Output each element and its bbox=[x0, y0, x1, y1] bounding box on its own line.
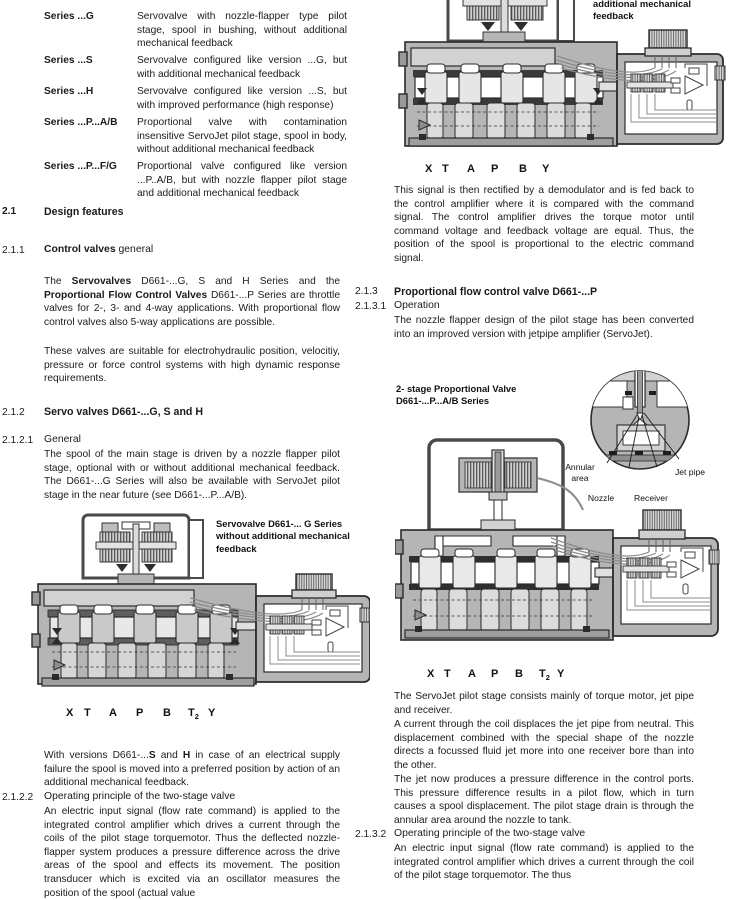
port-label-y: Y bbox=[557, 668, 565, 680]
port-label-t2: $T_2$ bbox=[188, 707, 199, 721]
port-label-t: T bbox=[444, 668, 451, 680]
section-title-operation: Operation bbox=[394, 300, 440, 311]
p1-e: D661-...P Series are throttle valves for 2-, 3- and 4-way applications. With proportional flow control valves also 5-way applications are possible. bbox=[44, 289, 340, 328]
port-label-p: P bbox=[491, 163, 499, 175]
torquemotor-coil-left bbox=[465, 462, 491, 488]
callout-nozzle: Nozzle bbox=[587, 493, 615, 503]
section-number-general: 2.1.2.1 bbox=[2, 435, 34, 446]
series-value: Proportional valve configured like version ...P..A/B, but with nozzle flapper pilot stage and additional mechanical feedback bbox=[137, 161, 347, 200]
section-number-operating-principle-2: 2.1.3.2 bbox=[355, 829, 387, 840]
annular-area bbox=[623, 397, 633, 409]
series-value: Servovalve configured like version ...G, but with additional mechanical feedback bbox=[137, 55, 347, 80]
control-valves-bold: Control valves bbox=[44, 244, 116, 255]
series-key: Series ...G bbox=[44, 11, 94, 22]
pa-c: in case of an electrical supply failure the spool is moved into a preferred position by action of an additional mechanical feedback. bbox=[44, 750, 340, 789]
right-column bbox=[355, 0, 729, 888]
paragraph-demodulator: This signal is then rectified by a demodulator and is fed back to the control amplifier where it is compared with the command signal. The control amplifier drives the torque motor until command voltage and feedback voltage are equal. Thus, the position of the spool is proportional to the electric command signal. bbox=[394, 185, 694, 264]
series-key: Series ...H bbox=[44, 86, 94, 97]
electrical-connector bbox=[296, 574, 332, 590]
port-label-x: X bbox=[425, 163, 433, 175]
paragraph-servojet-1: The ServoJet pilot stage consists mainly of torque motor, jet pipe and receiver. bbox=[394, 691, 694, 716]
p1-a: The bbox=[44, 276, 72, 287]
paragraph-after-figure bbox=[44, 749, 340, 790]
port-label-p: P bbox=[136, 707, 144, 719]
section-title-design-features: Design features bbox=[44, 206, 124, 218]
paragraph-servojet-3: The jet now produces a pressure difference in the control ports. This pressure difference results in a pilot flow, which in turn causes a spool displacement. The pilot stage drain is through the annular area around the nozzle to tank. bbox=[394, 774, 694, 826]
port-label-b: B bbox=[519, 163, 527, 175]
pa-s: S bbox=[148, 750, 156, 761]
series-key: Series ...P...F/G bbox=[44, 161, 117, 172]
section-number-servo-valves: 2.1.2 bbox=[2, 407, 25, 418]
series-row bbox=[44, 10, 347, 51]
caption-line-2: D661-...P...A/B Series bbox=[396, 395, 490, 407]
series-value: Servovalve configured like version ...S, but with improved performance (high response) bbox=[137, 86, 347, 111]
section-title-operating-principle: Operating principle of the two-stage valve bbox=[44, 791, 236, 802]
port-label-a: A bbox=[468, 668, 476, 680]
series-row bbox=[44, 116, 347, 157]
port-label-t2: $T_2$ bbox=[539, 668, 550, 682]
pa-b: and bbox=[155, 750, 183, 761]
annular-line2: area bbox=[571, 473, 589, 483]
annular-line1: Annular bbox=[565, 462, 595, 472]
series-key: Series ...S bbox=[44, 55, 93, 66]
series-key: Series ...P...A/B bbox=[44, 117, 118, 128]
electrical-connector bbox=[643, 510, 681, 530]
port-label-t: T bbox=[442, 163, 449, 175]
paragraph-operation: The nozzle flapper design of the pilot stage has been converted into an improved version with jetpipe amplifier (ServoJet). bbox=[394, 315, 694, 340]
series-row bbox=[44, 160, 347, 201]
paragraph-general: The spool of the main stage is driven by a nozzle flapper pilot stage, optional with or without additional mechanical feedback. The D661-...G Series will also be available with ServoJet pilot stage in the near future (see D661-...P...A/B). bbox=[44, 449, 340, 501]
pa-h: H bbox=[182, 750, 191, 761]
left-column bbox=[0, 0, 364, 899]
section-number-operating-principle: 2.1.2.2 bbox=[2, 792, 34, 803]
series-value: Servovalve with nozzle-flapper type pilot stage, spool in bushing, without additional mechanical feedback bbox=[137, 11, 347, 50]
p1-servovalves: Servovalves bbox=[71, 276, 132, 287]
servovalve-cross-section-diagram bbox=[30, 512, 370, 707]
port-label-x: X bbox=[66, 707, 74, 719]
port-label-a: A bbox=[109, 707, 117, 719]
proportional-valve-cross-section-diagram bbox=[395, 432, 725, 664]
callout-receiver: Receiver bbox=[634, 493, 668, 503]
p1-prop-flow: Proportional Flow Control Valves bbox=[44, 289, 208, 301]
servovalve-s-cross-section-diagram bbox=[397, 0, 727, 176]
flapper bbox=[133, 524, 139, 574]
figure-caption-servovalve: Servovalve D661-... G Series without additional mechanical feedback bbox=[216, 518, 350, 554]
servovalve-svg bbox=[30, 512, 370, 707]
port-label-y: Y bbox=[542, 163, 550, 175]
series-value: Proportional valve with contamination insensitive ServoJet pilot stage, spool in body, without additional mechanical feedback bbox=[137, 117, 347, 156]
figure-caption-top: additional mechanical feedback bbox=[593, 0, 691, 22]
torquemotor-coil-right bbox=[505, 462, 531, 488]
section-title-general: General bbox=[44, 434, 81, 445]
pa-a: With versions D661-... bbox=[44, 750, 149, 761]
section-title-prop-flow: Proportional flow control valve D661-...P bbox=[394, 286, 598, 298]
servovalve-s-svg bbox=[397, 0, 727, 176]
section-title-control-valves bbox=[44, 243, 153, 257]
caption-line-1: 2- stage Proportional Valve bbox=[396, 383, 517, 394]
paragraph-control-valves-1 bbox=[44, 275, 340, 329]
section-number-operation: 2.1.3.1 bbox=[355, 301, 387, 312]
electrical-connector bbox=[649, 30, 687, 48]
series-row bbox=[44, 54, 347, 81]
port-label-y: Y bbox=[208, 707, 216, 719]
callout-jet-pipe: Jet pipe bbox=[674, 467, 706, 477]
port-label-t: T bbox=[84, 707, 91, 719]
section-number-prop-flow: 2.1.3 bbox=[355, 286, 378, 297]
port-label-b: B bbox=[515, 668, 523, 680]
figure-caption-prop-valve bbox=[396, 383, 556, 408]
p1-c: D661-...G, S and H Series and the bbox=[131, 276, 340, 287]
port-label-p: P bbox=[491, 668, 499, 680]
section-number-control-valves: 2.1.1 bbox=[2, 245, 25, 256]
section-number-design-features: 2.1 bbox=[2, 206, 17, 217]
paragraph-servojet-2: A current through the coil displaces the jet pipe from neutral. This displacement combined with the special shape of the nozzle directs a focussed fluid jet more into one receiver bore than into the other. bbox=[394, 719, 694, 771]
paragraph-control-valves-2: These valves are suitable for electrohydraulic position, velocitiy, pressure or force control systems with high dynamic response requirements. bbox=[44, 346, 340, 385]
port-label-x: X bbox=[427, 668, 435, 680]
paragraph-operating-principle: An electric input signal (flow rate command) is applied to the integrated control amplifier which drives a current through the coils of the pilot stage torquemotor. Thus the deflected nozzle-flapper system produces a pressure difference across the drive areas of the spool and effects its movement. The position transducer which is excited via an oscillator measures the position of the spool (actual value bbox=[44, 806, 340, 899]
section-title-servo-valves: Servo valves D661-...G, S and H bbox=[44, 406, 203, 418]
proportional-valve-svg bbox=[395, 432, 725, 664]
port-label-b: B bbox=[163, 707, 171, 719]
series-row bbox=[44, 85, 347, 112]
paragraph-operating-principle-2: An electric input signal (flow rate command) is applied to the integrated control amplifier which drives a current through the coil of the pilot stage torquemotor. The thus bbox=[394, 843, 694, 882]
control-valves-rest: general bbox=[115, 244, 154, 255]
port-label-a: A bbox=[467, 163, 475, 175]
section-title-operating-principle-2: Operating principle of the two-stage valve bbox=[394, 828, 586, 839]
